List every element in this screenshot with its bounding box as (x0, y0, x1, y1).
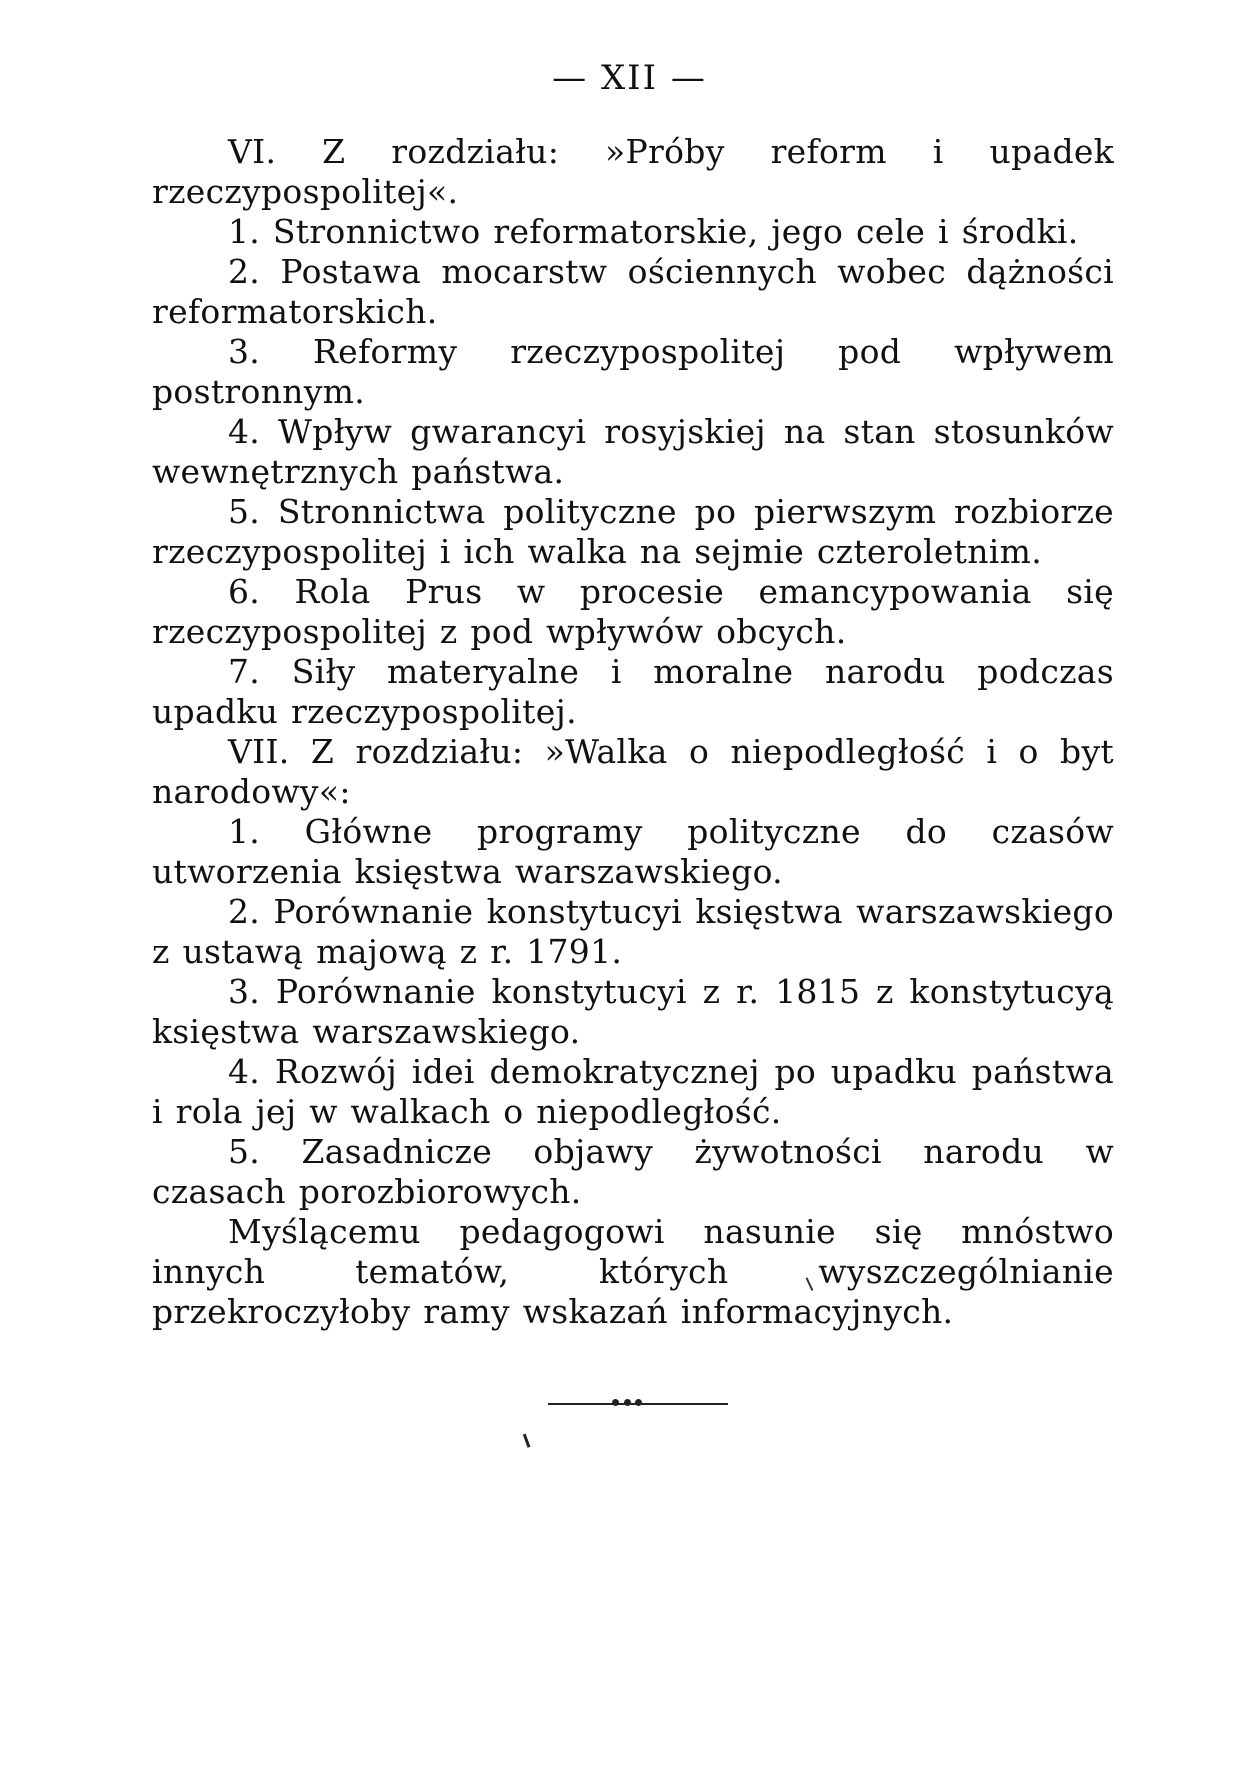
list-item: 4. Wpływ gwarancyi rosyjskiej na stan stosunków wewnętrznych państwa. (152, 412, 1114, 491)
list-item: 2. Postawa mocarstw ościennych wobec dążności reformatorskich. (152, 252, 1114, 331)
section-vii-heading: VII. Z rozdziału: »Walka o niepodległość i o byt narodowy«: (152, 732, 1114, 811)
divider-ornament-icon (612, 1397, 642, 1407)
list-item: 3. Reformy rzeczypospolitej pod wpływem postronnym. (152, 332, 1114, 411)
list-item: 1. Stronnictwo reformatorskie, jego cele i środki. (228, 212, 1079, 251)
closing-paragraph: Myślącemu pedagogowi nasunie się mnóstwo innych tematów, których wyszczególnianie przekroczyłoby ramy wskazań informacyjnych. (152, 1212, 1114, 1331)
list-item: 6. Rola Prus w procesie emancypowania się rzeczypospolitej z pod wpływów obcych. (152, 572, 1114, 651)
list-item: 5. Stronnictwa polityczne po pierwszym rozbiorze rzeczypospolitej i ich walka na sejmie czteroletnim. (152, 492, 1114, 571)
list-item: 5. Zasadnicze objawy żywotności narodu w czasach porozbiorowych. (152, 1132, 1114, 1211)
list-item: 7. Siły materyalne i moralne narodu podczas upadku rzeczypospolitej. (152, 652, 1114, 731)
ink-speck (523, 1432, 534, 1448)
list-item: 3. Porównanie konstytucyi z r. 1815 z konstytucyą księstwa warszawskiego. (152, 972, 1114, 1051)
list-item: 1. Główne programy polityczne do czasów utworzenia księstwa warszawskiego. (152, 812, 1114, 891)
page-body (152, 132, 1114, 1332)
page-number: — XII — (552, 58, 707, 98)
section-vi-heading: VI. Z rozdziału: »Próby reform i upadek rzeczypospolitej«. (152, 132, 1114, 211)
list-item: 2. Porównanie konstytucyi księstwa warszawskiego z ustawą majową z r. 1791. (152, 892, 1114, 971)
list-item: 4. Rozwój idei demokratycznej po upadku państwa i rola jej w walkach o niepodległość. (152, 1052, 1114, 1131)
